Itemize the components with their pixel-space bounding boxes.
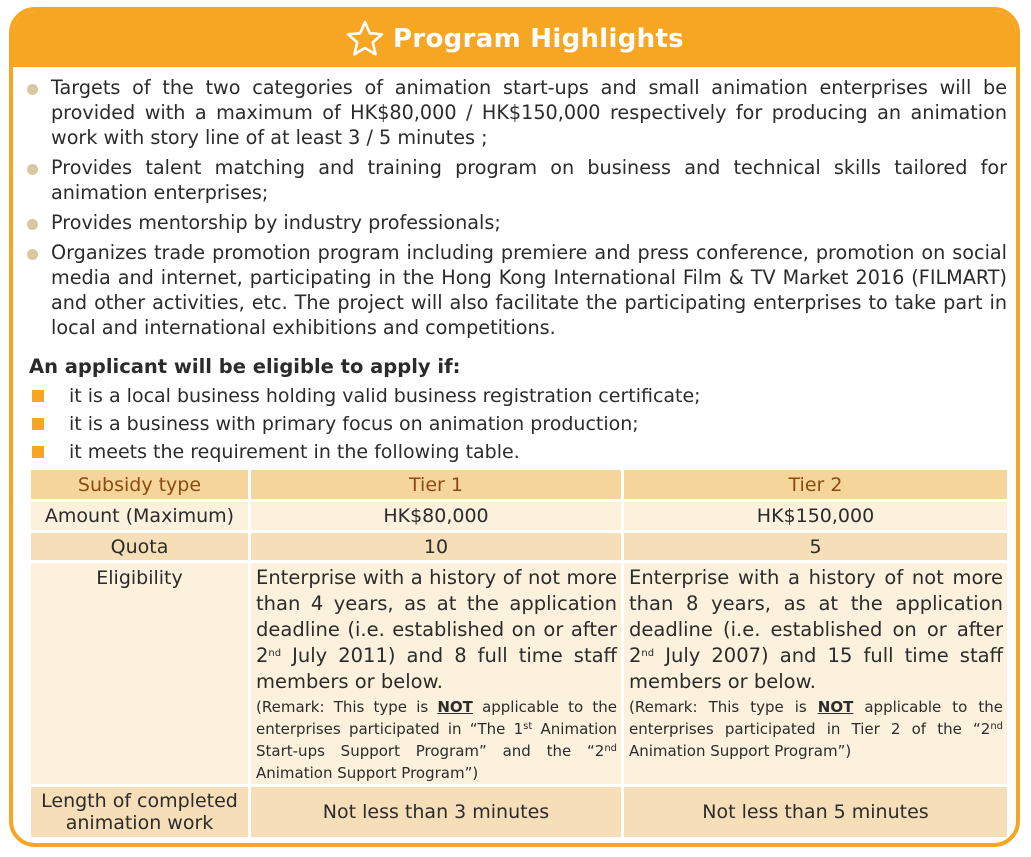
remark-text: (Remark: This type is NOT applicable to the enterprises participated in Tier 2 of the “2nd Animation Support Program”)	[629, 698, 1003, 760]
page-title: Program Highlights	[393, 24, 684, 54]
list-item: it is a business with primary focus on animation production;	[29, 410, 929, 438]
table-cell: Not less than 5 minutes	[624, 787, 1007, 837]
list-item: Provides mentorship by industry professionals;	[25, 210, 1007, 235]
panel-header	[13, 11, 1016, 67]
table-cell: HK$80,000	[251, 502, 621, 530]
bullet-dot-icon	[27, 84, 38, 95]
list-item: it is a local business holding valid business registration certificate;	[29, 382, 929, 410]
table-cell: HK$150,000	[624, 502, 1007, 530]
list-item: it meets the requirement in the following table.	[29, 438, 929, 466]
table-row	[31, 533, 1007, 560]
table-row	[31, 787, 1007, 837]
bullet-dot-icon	[27, 164, 38, 175]
row-label: Quota	[31, 533, 248, 560]
eligibility-text: Enterprise with a history of not more than 4 years, as at the application deadline (i.e. established on or after 2nd July 2011) and 8 full time staff members or below. (Remark: This type is NOT applicable to the enterprises participated in “The 1st Animation Start-ups Support Program” and the “2nd Animation Support Program”)	[256, 566, 618, 782]
program-highlights-panel	[9, 7, 1020, 847]
table-row	[31, 502, 1007, 530]
table-cell: Not less than 3 minutes	[251, 787, 621, 837]
star-icon	[345, 19, 385, 59]
square-bullet-icon	[32, 418, 44, 430]
list-item: Organizes trade promotion program including premiere and press conference, promotion on social media and internet, participating in the Hong Kong International Film & TV Market 2016 (FILMART) and other activities, etc. The project will also facilitate the participating enterprises to take part in local and international exhibitions and competitions.	[25, 240, 1007, 340]
table-header-cell: Tier 2	[624, 470, 1007, 499]
bullet-dot-icon	[27, 219, 38, 230]
eligibility-list	[29, 382, 929, 466]
table-header-cell: Tier 1	[251, 470, 621, 499]
row-label: Eligibility	[31, 563, 248, 784]
highlights-list	[25, 75, 1007, 345]
list-item: Provides talent matching and training program on business and technical skills tailored for animation enterprises;	[25, 155, 1007, 205]
table-cell: 5	[624, 533, 1007, 560]
square-bullet-icon	[32, 446, 44, 458]
remark-text: (Remark: This type is NOT applicable to the enterprises participated in “The 1st Animation Start-ups Support Program” and the “2nd Animation Support Program”)	[256, 698, 618, 782]
row-label: Amount (Maximum)	[31, 502, 248, 530]
row-label: Length of completed animation work	[31, 787, 248, 837]
table-cell	[624, 563, 1007, 784]
eligibility-heading: An applicant will be eligible to apply if:	[29, 355, 461, 378]
bullet-dot-icon	[27, 249, 38, 260]
subsidy-table	[28, 467, 1010, 840]
table-header-cell: Subsidy type	[31, 470, 248, 499]
table-header-row	[31, 470, 1007, 499]
table-cell	[251, 563, 621, 784]
table-cell: 10	[251, 533, 621, 560]
list-item: Targets of the two categories of animation start-ups and small animation enterprises will be provided with a maximum of HK$80,000 / HK$150,000 respectively for producing an animation work with story line of at least 3 / 5 minutes ;	[25, 75, 1007, 150]
table-row	[31, 563, 1007, 784]
square-bullet-icon	[32, 390, 44, 402]
eligibility-text: Enterprise with a history of not more than 8 years, as at the application deadline (i.e. established on or after 2nd July 2007) and 15 full time staff members or below. (Remark: This type is NOT applicable to the enterprises participated in Tier 2 of the “2nd Animation Support Program”)	[629, 566, 1003, 760]
